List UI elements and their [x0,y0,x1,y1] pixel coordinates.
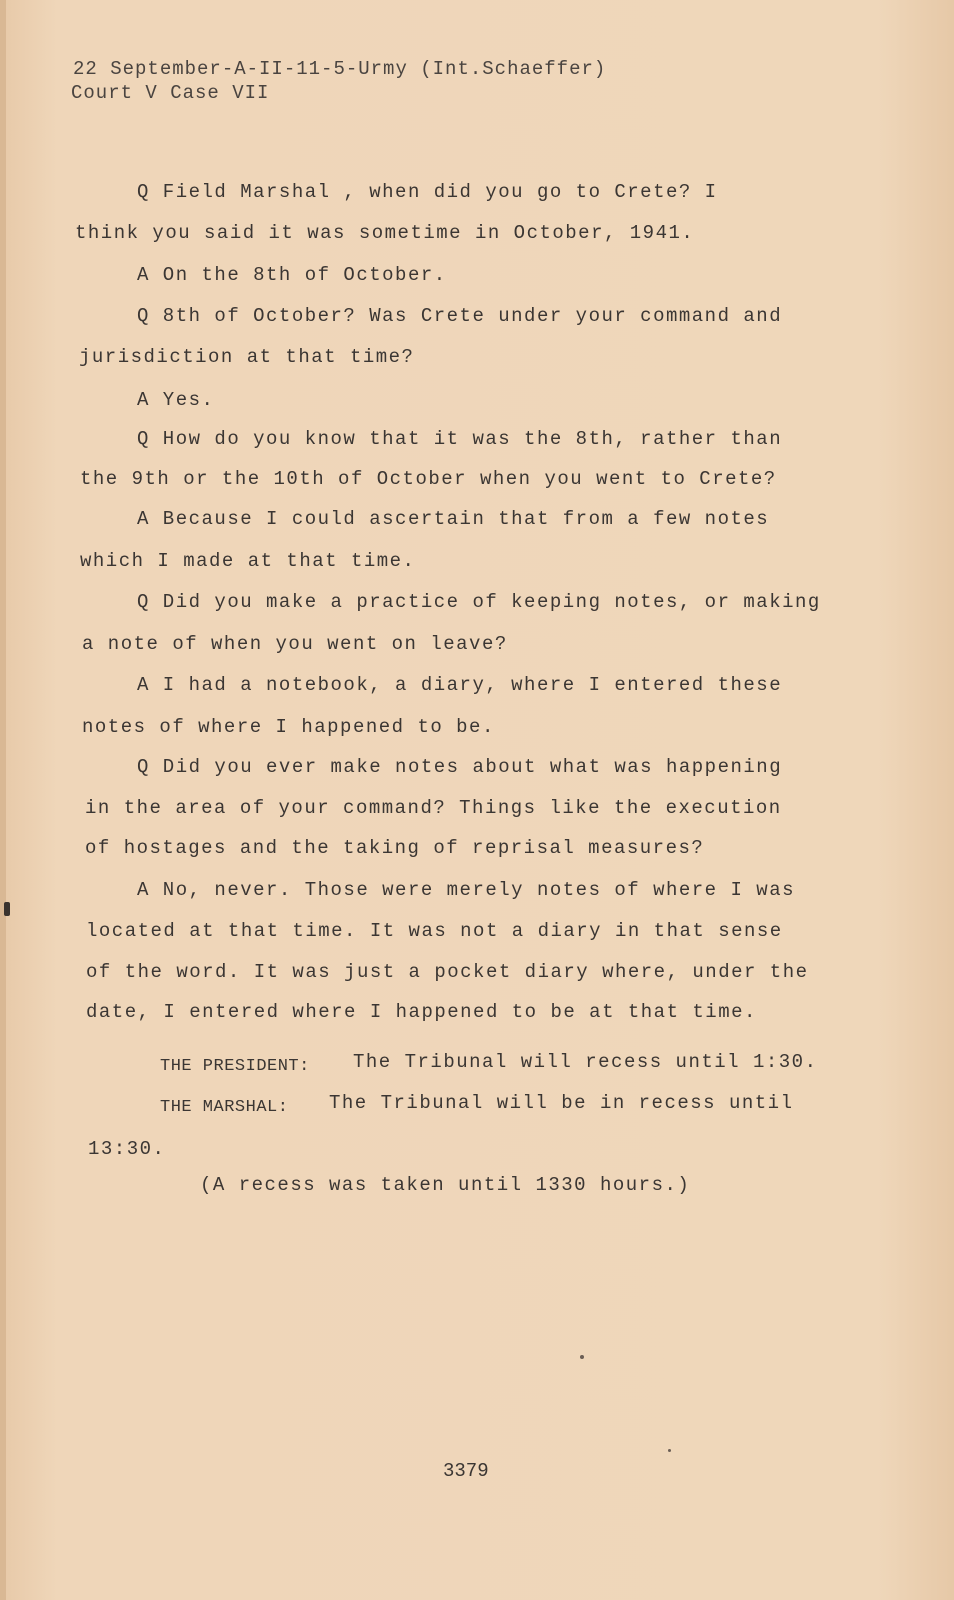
transcript-line: Q Field Marshal , when did you go to Crete? I [137,181,718,203]
transcript-line: A I had a notebook, a diary, where I entered these [137,674,783,696]
transcript-line: The Tribunal will be in recess until [329,1092,794,1114]
transcript-line: A On the 8th of October. [137,264,447,286]
transcript-line: of hostages and the taking of reprisal measures? [85,837,705,859]
transcript-line: notes of where I happened to be. [82,716,495,738]
transcript-line: date, I entered where I happened to be at that time. [86,1001,757,1023]
binding-mark [4,902,10,916]
president-label: THE PRESIDENT: [160,1057,310,1076]
ink-speck [580,1355,584,1359]
transcript-line: of the word. It was just a pocket diary where, under the [86,961,809,983]
ink-speck [668,1449,671,1452]
transcript-line: Q 8th of October? Was Crete under your command and [137,305,783,327]
header-line-1: 22 September-A-II-11-5-Urmy (Int.Schaeffer) [73,58,607,80]
page-edge [0,0,6,1600]
transcript-line: Q How do you know that it was the 8th, rather than [137,428,783,450]
transcript-line: think you said it was sometime in October, 1941. [75,222,695,244]
transcript-line: the 9th or the 10th of October when you went to Crete? [80,468,777,490]
header-line-2: Court V Case VII [71,82,270,104]
transcript-line: Q Did you make a practice of keeping notes, or making [137,591,821,613]
transcript-line: in the area of your command? Things like the execution [85,797,782,819]
transcript-line: 13:30. [88,1138,166,1160]
transcript-line: A Yes. [137,389,215,411]
transcript-line: a note of when you went on leave? [82,633,508,655]
transcript-line: The Tribunal will recess until 1:30. [353,1051,818,1073]
transcript-line: Q Did you ever make notes about what was happening [137,756,783,778]
transcript-line: A Because I could ascertain that from a few notes [137,508,770,530]
transcript-line: which I made at that time. [80,550,416,572]
marshal-label: THE MARSHAL: [160,1098,289,1117]
page-number: 3379 [443,1460,489,1482]
transcript-line: (A recess was taken until 1330 hours.) [200,1174,691,1196]
transcript-line: A No, never. Those were merely notes of where I was [137,879,795,901]
transcript-line: located at that time. It was not a diary in that sense [86,920,783,942]
transcript-line: jurisdiction at that time? [79,346,415,368]
